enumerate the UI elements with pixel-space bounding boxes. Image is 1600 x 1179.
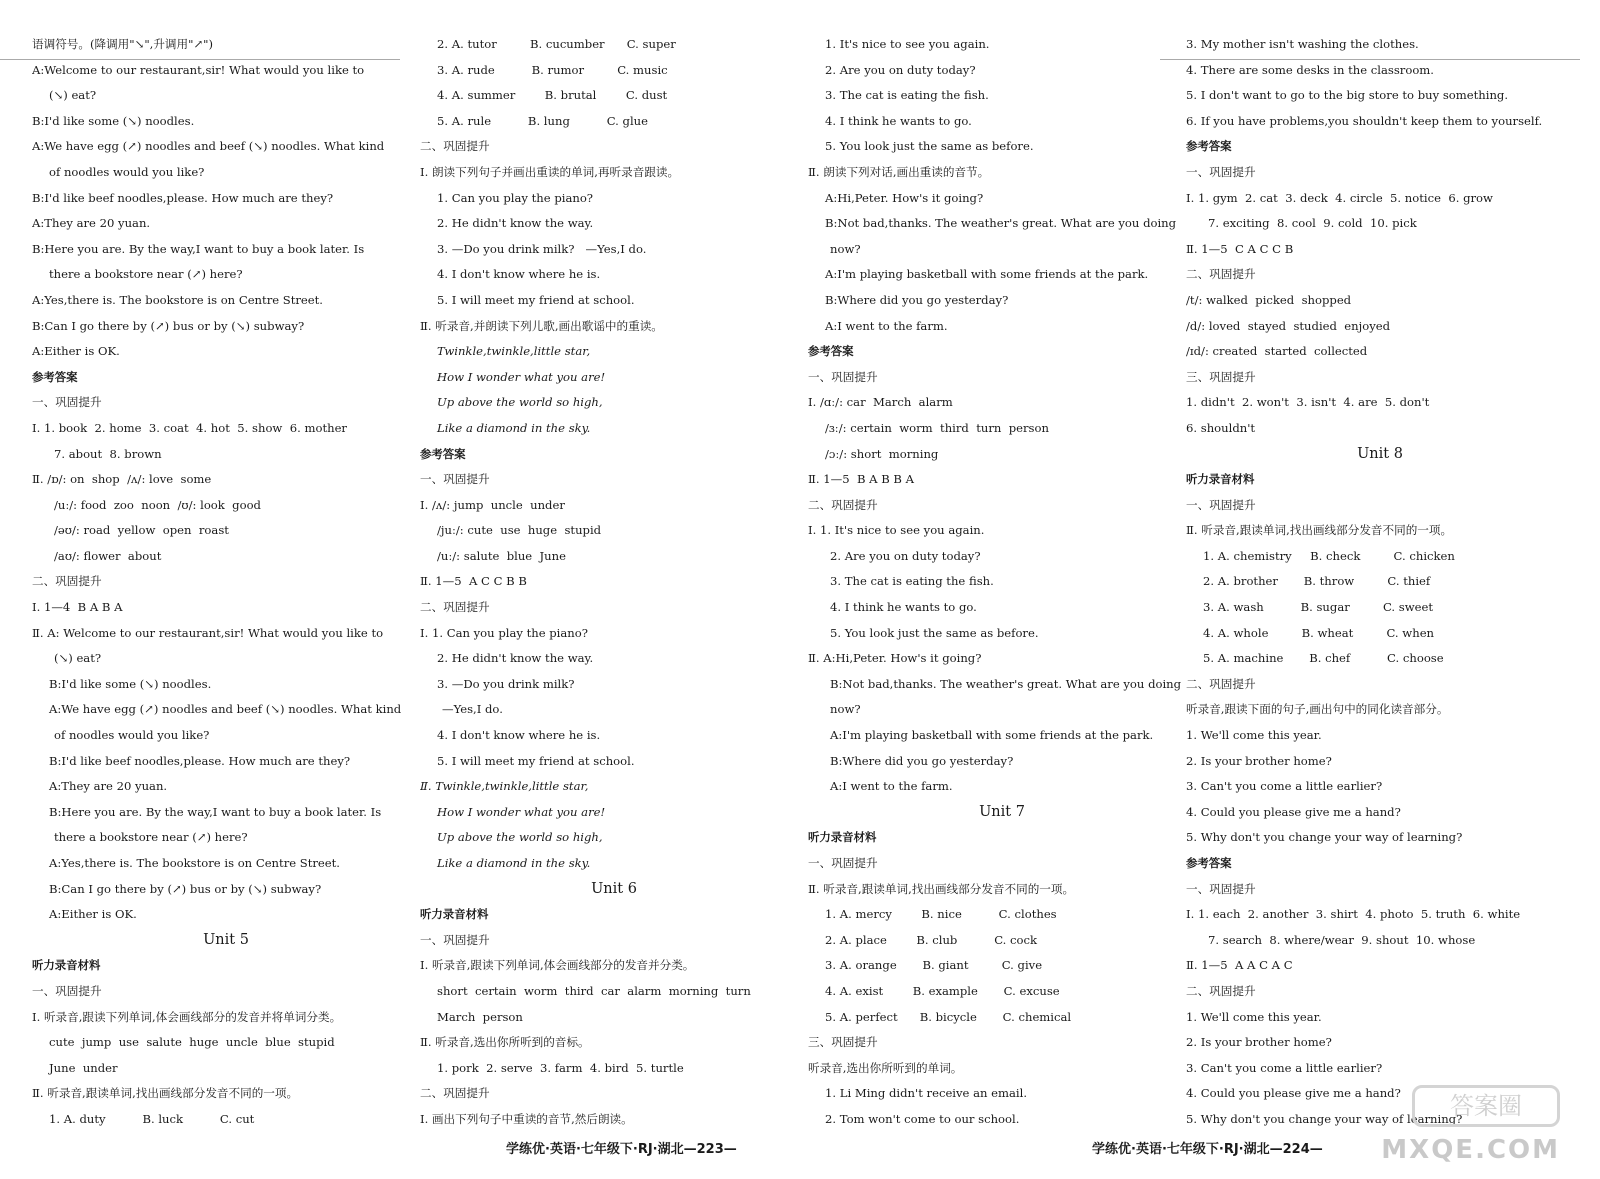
text-line: /uː/: food zoo noon /ʊ/: look good xyxy=(54,497,261,512)
text-line: Ⅱ. 听录音,跟读单词,找出画线部分发音不同的一项。 xyxy=(808,881,1075,896)
text-line: 1. A. chemistry B. check C. chicken xyxy=(1203,548,1455,563)
text-line: (↘) eat? xyxy=(49,88,97,103)
text-line: A:Yes,there is. The bookstore is on Centre Street. xyxy=(32,292,323,307)
text-line: 6. shouldn't xyxy=(1186,420,1256,435)
text-line: 一、巩固提升 xyxy=(32,983,102,998)
text-line: /uː/: salute blue June xyxy=(437,548,566,563)
page-footer-left: 学练优·英语·七年级下·RJ·湖北—223— xyxy=(506,1142,737,1157)
text-line: 1. It's nice to see you again. xyxy=(825,37,990,51)
text-line: A:They are 20 yuan. xyxy=(32,216,151,231)
text-line: 1. A. mercy B. nice C. clothes xyxy=(825,907,1057,922)
section-heading: 参考答案 xyxy=(1186,139,1232,154)
text-line: 4. I don't know where he is. xyxy=(437,728,601,743)
text-line: Ⅰ. 听录音,跟读下列单词,体会画线部分的发音并分类。 xyxy=(420,958,695,973)
text-line: 二、巩固提升 xyxy=(1186,676,1256,691)
text-line: 二、巩固提升 xyxy=(808,497,878,512)
text-line: Ⅰ. 1. each 2. another 3. shirt 4. photo 5. truth 6. white xyxy=(1186,907,1521,922)
text-line: B:Not bad,thanks. The weather's great. What are you doing xyxy=(825,216,1177,231)
section-heading: 参考答案 xyxy=(32,369,78,384)
text-line: 1. We'll come this year. xyxy=(1186,728,1322,743)
text-line: B:Where did you go yesterday? xyxy=(830,753,1014,768)
text-line: Ⅱ. A: Welcome to our restaurant,sir! What would you like to xyxy=(32,625,384,640)
page-footer-right: 学练优·英语·七年级下·RJ·湖北—224— xyxy=(1092,1142,1323,1157)
text-line: 7. exciting 8. cool 9. cold 10. pick xyxy=(1208,216,1417,231)
text-line: A:Either is OK. xyxy=(49,907,137,922)
text-line: 1. Li Ming didn't receive an email. xyxy=(825,1086,1028,1101)
text-line: 4. A. summer B. brutal C. dust xyxy=(437,88,668,103)
text-line: 6. If you have problems,you shouldn't keep them to yourself. xyxy=(1186,113,1543,128)
text-line: (↘) eat? xyxy=(54,651,102,666)
text-line: 3. Can't you come a little earlier? xyxy=(1186,779,1383,794)
text-line: Ⅱ. 1—5 A C C B B xyxy=(420,574,527,589)
section-heading: 听力录音材料 xyxy=(420,907,489,922)
watermark-site: MXQE.COM xyxy=(1381,1135,1560,1165)
text-line: 7. about 8. brown xyxy=(54,446,162,461)
text-line: 一、巩固提升 xyxy=(420,932,490,947)
text-line: 听录音,选出你所听到的单词。 xyxy=(808,1060,963,1075)
text-line: —Yes,I do. xyxy=(442,702,503,717)
text-line: Ⅰ. 画出下列句子中重读的音节,然后朗读。 xyxy=(420,1111,633,1126)
text-line: Ⅱ. 听录音,跟读单词,找出画线部分发音不同的一项。 xyxy=(1186,523,1453,538)
section-heading: 参考答案 xyxy=(1186,856,1232,870)
text-line: 二、巩固提升 xyxy=(420,600,490,615)
text-line: 3. A. wash B. sugar C. sweet xyxy=(1203,600,1434,615)
text-line: 2. A. tutor B. cucumber C. super xyxy=(437,37,676,51)
unit-heading: Unit 8 xyxy=(1357,445,1403,462)
text-line: 2. Is your brother home? xyxy=(1186,753,1332,768)
text-line: A:I'm playing basketball with some friends at the park. xyxy=(825,267,1149,282)
text-line: 5. I will meet my friend at school. xyxy=(437,292,635,307)
text-line: 5. I don't want to go to the big store to buy something. xyxy=(1186,88,1509,103)
column-4 xyxy=(1186,32,1574,1133)
text-line: 二、巩固提升 xyxy=(420,1086,490,1101)
text-line: 4. Could you please give me a hand? xyxy=(1186,1086,1401,1101)
text-line: Twinkle,twinkle,little star, xyxy=(437,344,591,359)
unit-heading: Unit 5 xyxy=(203,931,249,948)
text-line: B:I'd like beef noodles,please. How much are they? xyxy=(49,753,351,768)
text-line: 1. Can you play the piano? xyxy=(437,190,594,205)
text-line: How I wonder what you are! xyxy=(437,369,606,384)
section-heading: 参考答案 xyxy=(420,446,466,461)
text-line: 5. I will meet my friend at school. xyxy=(437,753,635,768)
text-line: Ⅱ. 听录音,并朗读下列儿歌,画出歌谣中的重读。 xyxy=(420,318,663,333)
text-line: Like a diamond in the sky. xyxy=(437,420,591,435)
text-line: Up above the world so high, xyxy=(437,830,603,845)
text-line: A:We have egg (↗) noodles and beef (↘) noodles. What kind xyxy=(32,139,385,154)
text-line: A:Hi,Peter. How's it going? xyxy=(825,190,984,205)
text-line: 3. The cat is eating the fish. xyxy=(830,574,994,589)
text-line: 一、巩固提升 xyxy=(1186,497,1256,512)
text-line: Ⅱ. 1—5 B A B B A xyxy=(808,472,915,487)
text-line: 5. A. perfect B. bicycle C. chemical xyxy=(825,1009,1072,1024)
text-line: 2. A. place B. club C. cock xyxy=(825,932,1038,947)
text-line: B:Can I go there by (↗) bus or by (↘) subway? xyxy=(32,318,305,333)
text-line: 2. Tom won't come to our school. xyxy=(825,1111,1020,1126)
text-line: 4. I think he wants to go. xyxy=(830,600,977,615)
text-line: of noodles would you like? xyxy=(54,728,210,743)
text-line: 一、巩固提升 xyxy=(808,856,878,870)
text-line: 3. —Do you drink milk? —Yes,I do. xyxy=(437,241,647,256)
text-line: 3. The cat is eating the fish. xyxy=(825,88,989,103)
text-line: June under xyxy=(49,1060,118,1075)
text-line: A:I'm playing basketball with some friends at the park. xyxy=(830,728,1154,743)
text-line: B:Where did you go yesterday? xyxy=(825,292,1009,307)
text-line: March person xyxy=(437,1009,523,1024)
text-line: 3. Can't you come a little earlier? xyxy=(1186,1060,1383,1075)
text-line: 7. search 8. where/wear 9. shout 10. whose xyxy=(1208,932,1476,947)
text-line: A:They are 20 yuan. xyxy=(49,779,168,794)
text-line: 4. I think he wants to go. xyxy=(825,113,972,128)
text-line: /ɪd/: created started collected xyxy=(1186,344,1368,359)
text-line: 3. —Do you drink milk? xyxy=(437,676,575,691)
text-line: B:I'd like some (↘) noodles. xyxy=(49,676,212,691)
column-1 xyxy=(32,32,420,1133)
top-rule-left xyxy=(0,59,400,60)
text-line: 5. A. rule B. lung C. glue xyxy=(437,113,649,128)
text-line: B:I'd like some (↘) noodles. xyxy=(32,113,195,128)
text-line: 二、巩固提升 xyxy=(1186,267,1256,282)
unit-heading: Unit 6 xyxy=(591,880,637,897)
text-line: Ⅰ. 1. It's nice to see you again. xyxy=(808,523,985,538)
text-line: cute jump use salute huge uncle blue stupid xyxy=(49,1035,335,1050)
text-line: 4. I don't know where he is. xyxy=(437,267,601,282)
section-heading: 听力录音材料 xyxy=(32,958,101,973)
text-line: Ⅱ. 朗读下列对话,画出重读的音节。 xyxy=(808,164,990,179)
text-line: Ⅱ. 听录音,选出你所听到的音标。 xyxy=(420,1035,590,1050)
text-line: 二、巩固提升 xyxy=(32,574,102,589)
text-line: B:Here you are. By the way,I want to buy a book later. Is xyxy=(49,804,382,819)
section-heading: 听力录音材料 xyxy=(808,830,877,845)
text-line: 4. There are some desks in the classroom. xyxy=(1186,62,1434,77)
text-line: 一、巩固提升 xyxy=(420,472,490,487)
text-line: How I wonder what you are! xyxy=(437,804,606,819)
top-rule-right xyxy=(1160,59,1580,60)
text-line: B:Can I go there by (↗) bus or by (↘) subway? xyxy=(49,881,322,896)
text-line: Ⅱ. Twinkle,twinkle,little star, xyxy=(420,779,589,794)
text-line: /əʊ/: road yellow open roast xyxy=(54,523,229,538)
text-line: Ⅰ. 1—4 B A B A xyxy=(32,600,123,615)
text-line: 3. A. orange B. giant C. give xyxy=(825,958,1043,973)
text-line: A:I went to the farm. xyxy=(830,779,953,794)
text-line: 3. A. rude B. rumor C. music xyxy=(437,62,668,77)
text-line: 5. You look just the same as before. xyxy=(830,625,1039,640)
text-line: /t/: walked picked shopped xyxy=(1186,292,1352,307)
section-heading: 参考答案 xyxy=(808,344,854,359)
text-line: Ⅰ. 1. book 2. home 3. coat 4. hot 5. show 6. mother xyxy=(32,420,347,435)
text-line: B:Here you are. By the way,I want to buy a book later. Is xyxy=(32,241,365,256)
text-line: Ⅱ. 听录音,跟读单词,找出画线部分发音不同的一项。 xyxy=(32,1086,299,1101)
text-line: /ɔː/: short morning xyxy=(825,446,939,461)
text-line: now? xyxy=(830,241,861,256)
text-line: 一、巩固提升 xyxy=(808,369,878,384)
text-line: Ⅱ. 1—5 C A C C B xyxy=(1186,241,1294,256)
text-line: 听录音,跟读下面的句子,画出句中的同化读音部分。 xyxy=(1186,702,1449,717)
text-line: 1. A. duty B. luck C. cut xyxy=(49,1111,255,1126)
text-line: 2. Are you on duty today? xyxy=(830,548,981,563)
text-line: 3. My mother isn't washing the clothes. xyxy=(1186,37,1419,51)
text-line: A:Welcome to our restaurant,sir! What would you like to xyxy=(32,62,365,77)
text-line: A:Either is OK. xyxy=(32,344,120,359)
text-line: of noodles would you like? xyxy=(49,164,205,179)
column-3 xyxy=(808,32,1196,1133)
text-line: 二、巩固提升 xyxy=(1186,983,1256,998)
unit-heading: Unit 7 xyxy=(979,803,1025,820)
text-line: 2. A. brother B. throw C. thief xyxy=(1203,574,1431,589)
text-line: B:I'd like beef noodles,please. How much are they? xyxy=(32,190,334,205)
text-line: there a bookstore near (↗) here? xyxy=(54,830,248,845)
text-line: now? xyxy=(830,702,861,717)
watermark-logo: 答案圈 xyxy=(1412,1085,1560,1127)
text-line: Ⅱ. A:Hi,Peter. How's it going? xyxy=(808,651,982,666)
text-line: 2. He didn't know the way. xyxy=(437,216,594,231)
text-line: A:Yes,there is. The bookstore is on Centre Street. xyxy=(49,856,340,870)
text-line: Ⅰ. 听录音,跟读下列单词,体会画线部分的发音并将单词分类。 xyxy=(32,1009,342,1024)
text-line: 三、巩固提升 xyxy=(1186,369,1256,384)
text-line: 5. A. machine B. chef C. choose xyxy=(1203,651,1444,666)
text-line: Ⅱ. 1—5 A A C A C xyxy=(1186,958,1293,973)
text-line: Ⅰ. /ʌ/: jump uncle under xyxy=(420,497,565,512)
text-line: 一、巩固提升 xyxy=(1186,164,1256,179)
column-2 xyxy=(420,32,808,1133)
text-line: 4. A. whole B. wheat C. when xyxy=(1203,625,1435,640)
text-line: 5. Why don't you change your way of learning? xyxy=(1186,830,1463,845)
text-line: 4. Could you please give me a hand? xyxy=(1186,804,1401,819)
text-line: Like a diamond in the sky. xyxy=(437,856,591,870)
text-line: 2. Are you on duty today? xyxy=(825,62,976,77)
text-line: 一、巩固提升 xyxy=(32,395,102,410)
text-line: /aʊ/: flower about xyxy=(54,548,162,563)
text-line: /d/: loved stayed studied enjoyed xyxy=(1186,318,1391,333)
text-line: there a bookstore near (↗) here? xyxy=(49,267,243,282)
text-line: Ⅰ. 1. gym 2. cat 3. deck 4. circle 5. notice 6. grow xyxy=(1186,190,1493,205)
text-line: Ⅰ. 朗读下列句子并画出重读的单词,再听录音跟读。 xyxy=(420,164,680,179)
text-line: Ⅰ. /ɑː/: car March alarm xyxy=(808,395,953,410)
section-heading: 听力录音材料 xyxy=(1186,472,1255,487)
text-line: Up above the world so high, xyxy=(437,395,603,410)
text-line: 1. pork 2. serve 3. farm 4. bird 5. turtle xyxy=(437,1060,684,1075)
text-line: 4. A. exist B. example C. excuse xyxy=(825,983,1060,998)
text-line: /ɜː/: certain worm third turn person xyxy=(825,420,1049,435)
text-line: short certain worm third car alarm morning turn xyxy=(437,983,751,998)
text-line: 2. Is your brother home? xyxy=(1186,1035,1332,1050)
text-line: 1. We'll come this year. xyxy=(1186,1009,1322,1024)
text-line: A:I went to the farm. xyxy=(825,318,948,333)
text-line: 5. You look just the same as before. xyxy=(825,139,1034,154)
text-line: A:We have egg (↗) noodles and beef (↘) noodles. What kind xyxy=(49,702,402,717)
text-line: B:Not bad,thanks. The weather's great. What are you doing xyxy=(830,676,1182,691)
text-line: 语调符号。(降调用"↘",升调用"↗") xyxy=(32,37,214,51)
text-line: Ⅱ. /ɒ/: on shop /ʌ/: love some xyxy=(32,472,212,487)
text-line: /juː/: cute use huge stupid xyxy=(437,523,602,538)
text-line: 5. Why don't you change your way of learning? xyxy=(1186,1111,1463,1126)
text-line: 2. He didn't know the way. xyxy=(437,651,594,666)
text-line: 三、巩固提升 xyxy=(808,1035,878,1050)
text-line: 1. didn't 2. won't 3. isn't 4. are 5. don't xyxy=(1186,395,1430,410)
text-line: Ⅰ. 1. Can you play the piano? xyxy=(420,625,588,640)
text-line: 二、巩固提升 xyxy=(420,139,490,154)
text-line: 一、巩固提升 xyxy=(1186,881,1256,896)
